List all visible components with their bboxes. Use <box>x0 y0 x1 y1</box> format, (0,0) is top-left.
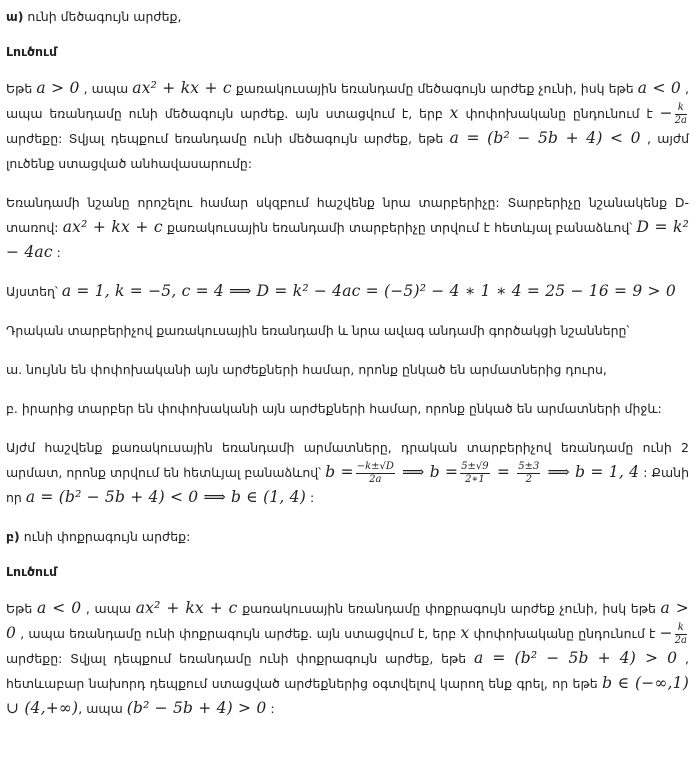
fraction-numerator: 5±√9 <box>461 461 489 472</box>
math-expr: a < 0 <box>637 79 681 97</box>
text: փոփոխականը ընդունում է <box>469 626 660 641</box>
math-expr: a = (b² − 5b + 4) < 0 ⟹ b ∈ (1, 4) <box>25 488 306 506</box>
fraction-numerator: −k±√D <box>356 461 394 472</box>
text: քառակուսային եռանդամը մեծագույն արժեք չունի, իսկ եթե <box>231 81 638 96</box>
text: արժեքը: Տվյալ դեպքում եռանդամը ունի փոքրագույն արժեք, եթե <box>6 651 475 666</box>
text: փոփոխականը ընդունում է <box>458 106 660 121</box>
text: , հետևաբար նախորդ դեպքում ստացված արժեքներից օգտվելով կարող ենք գրել, որ եթե <box>6 651 689 691</box>
part-a-paragraph-6: բ. իրարից տարբեր են փոփոխականի այն արժեքների համար, որոնք ընկած են արմատների միջև: <box>6 401 662 416</box>
text: Եթե <box>6 601 37 616</box>
text: , ապա <box>81 601 136 616</box>
part-a-solution-heading: Լուծում <box>6 44 58 59</box>
text: Եթե <box>6 81 37 96</box>
part-a-title-text: ունի մեծագույն արժեք, <box>23 9 182 24</box>
math-expr: ⟹ b = <box>396 463 459 481</box>
part-a-paragraph-4: Դրական տարբերիչով քառակուսային եռանդամի և նրա ավագ անդամի գործակցի նշանները՝ <box>6 323 630 338</box>
text: : Քանի որ <box>6 465 690 505</box>
math-expr: x <box>460 624 470 642</box>
part-a-paragraph-3 <box>6 279 689 304</box>
part-b-solution-heading: Լուծում <box>6 564 58 579</box>
fraction-denominator: 2∗1 <box>465 474 485 485</box>
text: , ապա <box>79 81 133 96</box>
math-expr: a > 0 <box>6 599 689 642</box>
text: քառակուսային եռանդամի տարբերիչը տրվում է հետևյալ բանաձևով՝ <box>162 220 637 235</box>
fraction-numerator: k <box>675 103 687 115</box>
math-expr: a = 1, k = −5, c = 4 ⟹ D = k² − 4ac = (−5)² − 4 ∗ 1 ∗ 4 = 25 − 16 = 9 > 0 <box>61 282 676 300</box>
math-expr: D = k² − 4ac <box>6 218 690 261</box>
math-expr: ax² + kx + c <box>132 79 232 97</box>
math-expr: = <box>491 463 516 481</box>
fraction-denominator: 2 <box>525 474 532 485</box>
text: : <box>305 490 315 505</box>
part-a-title <box>6 4 689 29</box>
text: , ապա եռանդամը ունի մեծագույն արժեք. այն ստացվում է, երբ <box>6 81 689 121</box>
part-b-paragraph-1 <box>6 596 689 721</box>
fraction-numerator: k <box>675 623 687 635</box>
text: : <box>266 701 275 716</box>
math-expr: x <box>449 104 459 122</box>
part-b-title-text: ունի փոքրագույն արժեք: <box>19 529 191 544</box>
fraction-denominator: 2a <box>674 115 687 126</box>
fraction <box>356 462 395 485</box>
fraction-denominator: 2a <box>369 474 382 485</box>
math-expr: a = (b² − 5b + 4) > 0 <box>474 649 678 667</box>
math-expr: ax² + kx + c <box>135 599 238 617</box>
part-b-label: բ) <box>6 529 20 544</box>
fraction <box>675 103 687 126</box>
math-expr: ax² + kx + c <box>62 218 163 236</box>
fraction-numerator: 5±3 <box>518 461 540 472</box>
text: , ապա եռանդամը ունի փոքրագույն արժեք. այն ստացվում է, երբ <box>16 626 461 641</box>
math-expr: ⟹ b = 1, 4 <box>542 463 640 481</box>
math-minus: − <box>659 624 673 642</box>
math-expr: (b² − 5b + 4) > 0 <box>126 699 267 717</box>
text: , այժմ լուծենք ստացված անհավասարումը: <box>6 131 689 171</box>
text: քառակուսային եռանդամը փոքրագույն արժեք չունի, իսկ եթե <box>237 601 661 616</box>
fraction <box>517 462 540 485</box>
math-expr: a < 0 <box>36 599 82 617</box>
text: , ապա <box>78 701 127 716</box>
text: : <box>52 245 61 260</box>
math-expr: a = (b² − 5b + 4) < 0 <box>449 129 641 147</box>
math-expr: b = <box>325 463 354 481</box>
math-expr: b ∈ (−∞,1) ∪ (4,+∞) <box>6 674 689 717</box>
part-a-paragraph-1 <box>6 76 689 176</box>
text: Այստեղ՝ <box>6 284 62 299</box>
part-a-paragraph-2 <box>6 190 689 265</box>
part-b-title <box>6 524 689 549</box>
fraction <box>675 623 687 646</box>
math-minus: − <box>659 104 673 122</box>
math-expr: a > 0 <box>36 79 80 97</box>
fraction-denominator: 2a <box>674 635 687 646</box>
part-a-paragraph-7 <box>6 435 689 510</box>
text: արժեքը: Տվյալ դեպքում եռանդամը ունի մեծագույն արժեք, եթե <box>6 131 450 146</box>
text: Եռանդամի նշանը որոշելու համար սկզբում հաշվենք նրա տարբերիչը: Տարբերիչը նշանակենք D-տառով: <box>6 195 689 235</box>
text: Այժմ հաշվենք քառակուսային եռանդամի արմատները, դրական տարբերիչով եռանդամը ունի 2 արմատ, որոնք տրվում են հետևյալ բանաձևով՝ <box>6 440 689 480</box>
part-a-label: ա) <box>6 9 24 24</box>
part-a-paragraph-5: ա. նույնն են փոփոխականի այն արժեքների համար, որոնք ընկած են արմատներից դուրս, <box>6 362 607 377</box>
fraction <box>460 462 489 485</box>
